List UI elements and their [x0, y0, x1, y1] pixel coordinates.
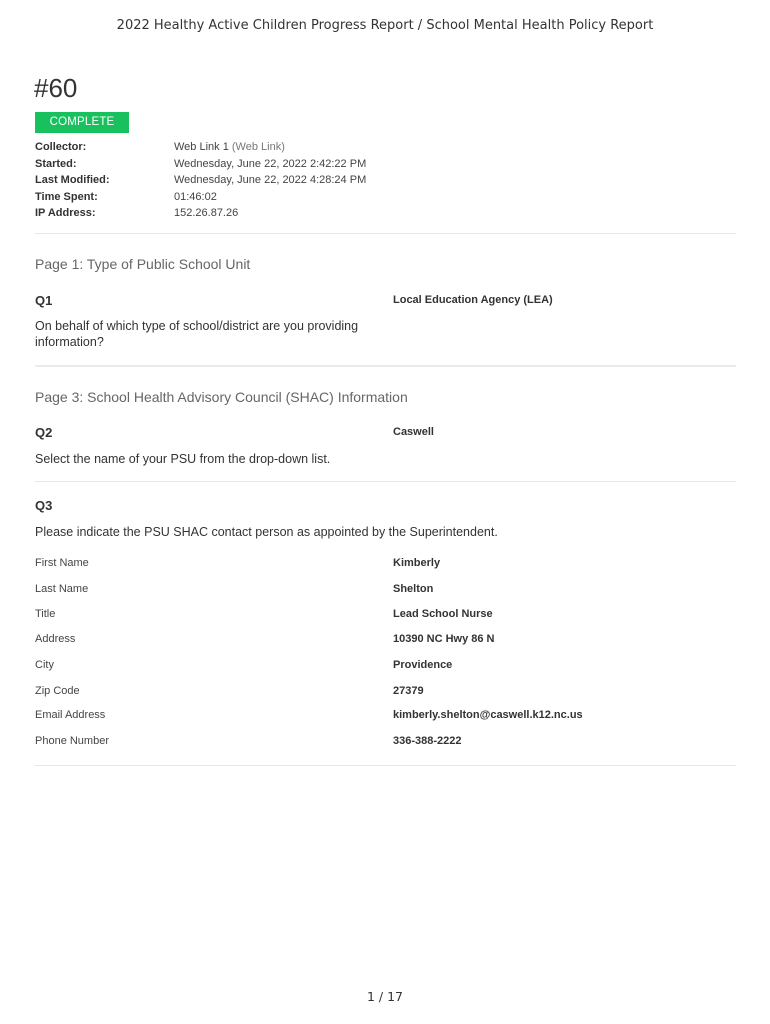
q2-text: Select the name of your PSU from the drop-down list.	[35, 452, 331, 466]
page-3-title: Page 3: School Health Advisory Council (SHAC) Information	[35, 389, 408, 405]
collector-label: Collector:	[35, 141, 87, 153]
meta-row-started	[35, 156, 735, 173]
phone-value: 336-388-2222	[393, 735, 462, 747]
divider	[35, 765, 736, 766]
last-name-value: Shelton	[393, 583, 434, 595]
title-label: Title	[35, 608, 56, 620]
collector-type: (Web Link)	[231, 141, 285, 153]
document-header: 2022 Healthy Active Children Progress Report / School Mental Health Policy Report	[116, 18, 654, 33]
email-value: kimberly.shelton@caswell.k12.nc.us	[393, 709, 583, 721]
modified-label: Last Modified:	[35, 174, 110, 187]
title-value: Lead School Nurse	[393, 608, 493, 620]
field-row-city	[35, 659, 735, 677]
time-spent-label: Time Spent:	[35, 190, 98, 203]
field-row-address	[35, 633, 735, 651]
meta-row-collector	[35, 139, 735, 156]
q1-answer: Local Education Agency (LEA)	[393, 294, 553, 306]
q2-number: Q2	[35, 425, 53, 440]
email-label: Email Address	[35, 709, 106, 721]
city-value: Providence	[393, 659, 453, 671]
q3-number: Q3	[35, 498, 53, 513]
started-label: Started:	[35, 157, 77, 170]
field-row-zip-code	[35, 685, 735, 703]
ip-address-value: 152.26.87.26	[174, 207, 239, 220]
q2-answer: Caswell	[393, 426, 434, 438]
page-indicator: 1 / 17	[366, 989, 404, 1004]
q1-number: Q1	[35, 293, 53, 308]
last-name-label: Last Name	[35, 583, 89, 595]
field-row-last-name	[35, 583, 735, 601]
modified-value: Wednesday, June 22, 2022 4:28:24 PM	[174, 174, 367, 187]
city-label: City	[35, 659, 54, 671]
field-row-first-name	[35, 557, 735, 575]
response-metadata	[35, 139, 735, 222]
started-value: Wednesday, June 22, 2022 2:42:22 PM	[174, 157, 367, 170]
zip-code-value: 27379	[393, 685, 424, 697]
q1-text: On behalf of which type of school/district are you providing information?	[35, 319, 359, 349]
address-label: Address	[35, 633, 76, 645]
meta-row-ip	[35, 205, 735, 222]
address-value: 10390 NC Hwy 86 N	[393, 633, 495, 645]
divider	[35, 365, 736, 367]
zip-code-label: Zip Code	[35, 685, 80, 697]
field-row-email	[35, 709, 735, 727]
field-row-title	[35, 608, 735, 626]
status-badge: COMPLETE	[35, 112, 129, 133]
first-name-label: First Name	[35, 557, 89, 569]
time-spent-value: 01:46:02	[174, 190, 217, 203]
phone-label: Phone Number	[35, 735, 109, 747]
divider	[35, 481, 736, 482]
response-number: #60	[34, 73, 78, 103]
ip-address-label: IP Address:	[35, 207, 96, 220]
page-1-title: Page 1: Type of Public School Unit	[35, 256, 251, 272]
meta-row-time	[35, 189, 735, 206]
divider	[35, 233, 736, 234]
first-name-value: Kimberly	[393, 557, 441, 569]
field-row-phone	[35, 735, 735, 753]
collector-value: Web Link 1 (Web Link)	[174, 141, 285, 153]
q3-text: Please indicate the PSU SHAC contact person as appointed by the Superintendent.	[35, 525, 498, 539]
meta-row-modified	[35, 172, 735, 189]
